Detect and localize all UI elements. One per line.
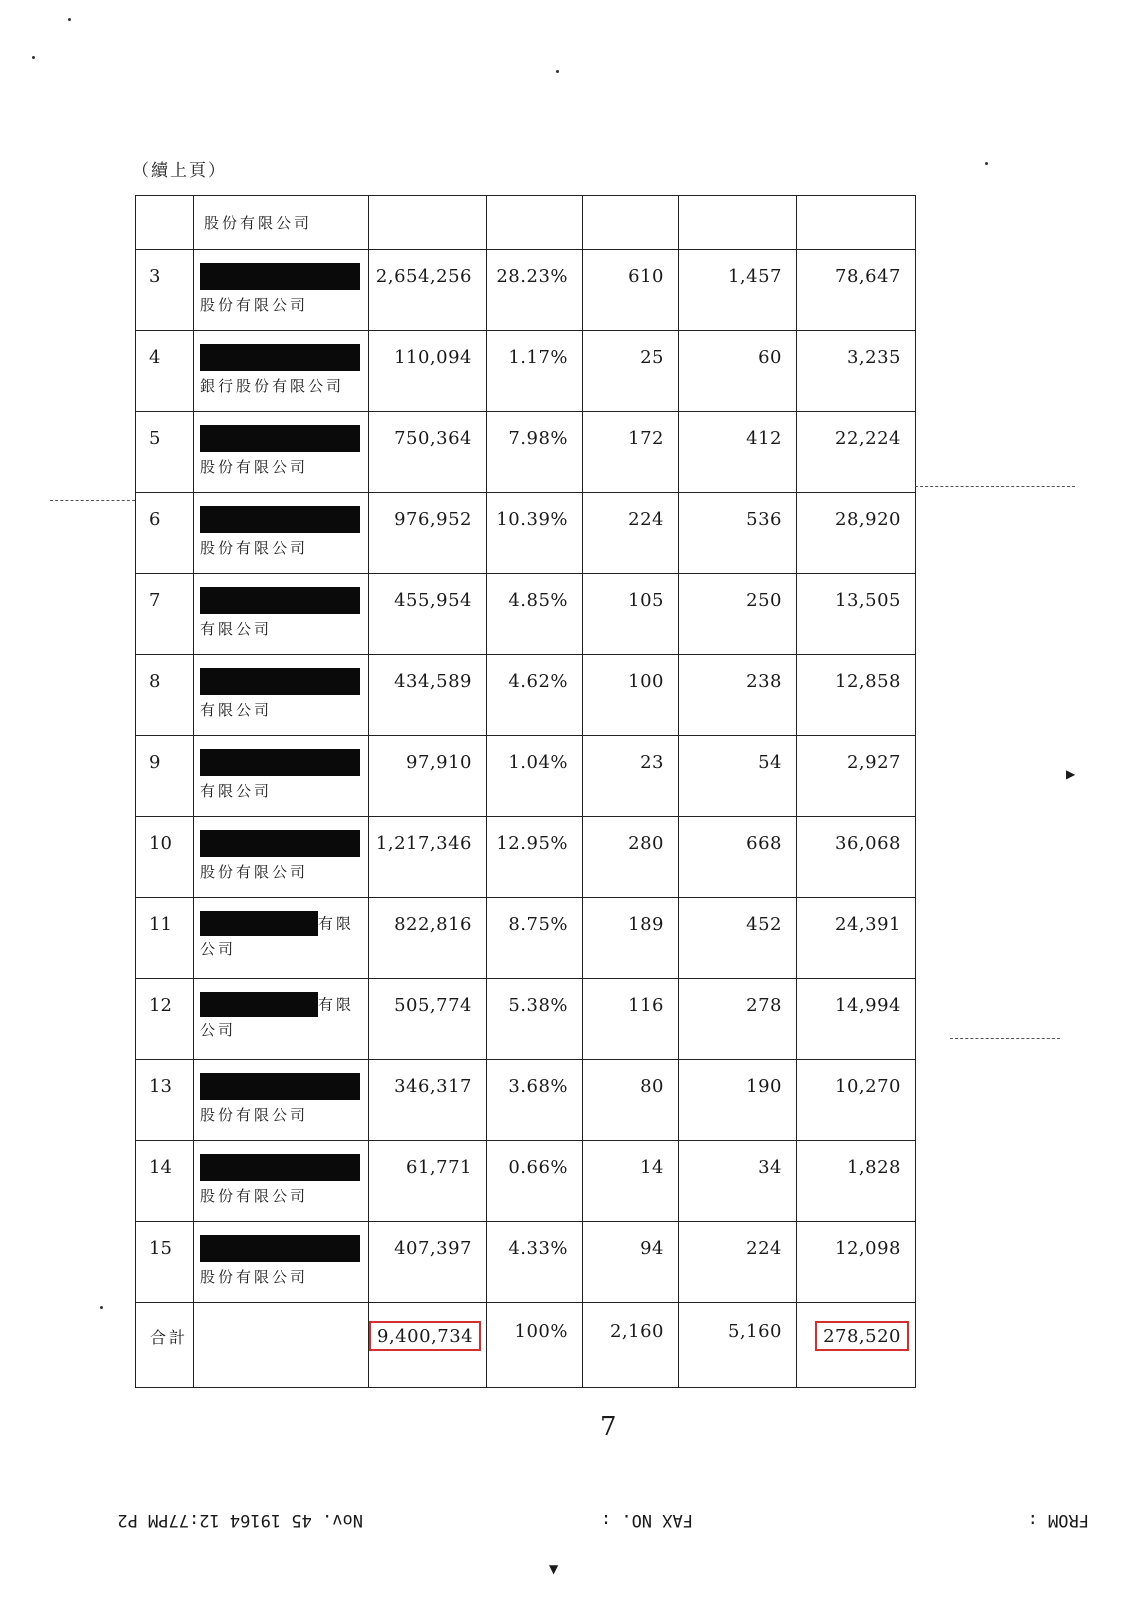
cell-a [583, 898, 679, 979]
company-suffix: 股份有限公司 [200, 458, 309, 476]
row-number: 7 [149, 590, 161, 611]
cell-b [679, 331, 797, 412]
fax-noise-line [950, 1038, 1060, 1039]
cell-b [679, 817, 797, 898]
column-b-value: 1,457 [727, 266, 782, 287]
column-b-value: 60 [758, 347, 782, 368]
cell-pct [487, 817, 583, 898]
cell-a [583, 736, 679, 817]
company-name [194, 898, 368, 959]
percentage-value: 4.62% [508, 671, 568, 692]
cell-b [679, 412, 797, 493]
cell-name [194, 655, 369, 736]
cell-shares [369, 574, 487, 655]
redacted-name-block [200, 263, 360, 290]
column-b-value: 34 [758, 1157, 782, 1178]
cell-a [583, 1222, 679, 1303]
company-name [194, 250, 368, 315]
cell-index [136, 1222, 194, 1303]
fax-speck [985, 162, 988, 165]
percentage-value: 1.04% [508, 752, 568, 773]
company-suffix: 公司 [200, 940, 237, 958]
cell-a [583, 250, 679, 331]
column-a-value: 100 [628, 671, 664, 692]
shares-value: 434,589 [394, 671, 472, 692]
total-shares-value: 9,400,734 [369, 1321, 481, 1351]
cell-shares [369, 1060, 487, 1141]
cell-a [583, 1060, 679, 1141]
shares-value: 2,654,256 [375, 266, 472, 287]
company-name [194, 493, 368, 558]
percentage-value: 28.23% [496, 266, 568, 287]
column-a-value: 224 [628, 509, 664, 530]
cell-shares [369, 979, 487, 1060]
cell-pct [487, 1060, 583, 1141]
shares-value: 61,771 [406, 1157, 472, 1178]
cell-pct [487, 1222, 583, 1303]
row-number: 12 [149, 995, 172, 1016]
cell-name [194, 898, 369, 979]
table-row [136, 817, 916, 898]
cell-name [194, 574, 369, 655]
cell-c [797, 736, 916, 817]
cell-c [797, 493, 916, 574]
cell-index [136, 196, 194, 250]
cell-a [583, 655, 679, 736]
company-suffix: 有限公司 [200, 620, 273, 638]
cell-pct [487, 331, 583, 412]
cell-pct [487, 736, 583, 817]
cell-name [194, 331, 369, 412]
table-row [136, 979, 916, 1060]
column-a-value: 189 [628, 914, 664, 935]
cell-name [194, 196, 369, 250]
cell-c [797, 979, 916, 1060]
continued-heading: （續上頁） [132, 161, 227, 181]
cell-index [136, 250, 194, 331]
column-a-value: 94 [640, 1238, 664, 1259]
cell-a [583, 574, 679, 655]
shares-value: 505,774 [394, 995, 472, 1016]
cell-index [136, 574, 194, 655]
cell-b [679, 655, 797, 736]
column-a-value: 116 [628, 995, 664, 1016]
table-row [136, 493, 916, 574]
cell-pct [487, 1141, 583, 1222]
fax-noise-line [50, 500, 135, 501]
row-number: 9 [149, 752, 161, 773]
cell-b [679, 1222, 797, 1303]
company-suffix: 有限公司 [200, 782, 273, 800]
cell-a [583, 817, 679, 898]
shareholder-table [135, 195, 916, 1388]
shares-value: 407,397 [394, 1238, 472, 1259]
column-c-value: 22,224 [835, 428, 901, 449]
cell-index [136, 331, 194, 412]
company-name [194, 1141, 368, 1206]
fax-from: FROM : [1027, 1510, 1089, 1530]
cell-c [797, 331, 916, 412]
table-row [136, 655, 916, 736]
company-suffix: 有限 [318, 995, 355, 1014]
column-a-value: 25 [640, 347, 664, 368]
redacted-name-block [200, 425, 360, 452]
cell-total-pct [487, 1303, 583, 1388]
row-number: 13 [149, 1076, 172, 1097]
cell-b [679, 979, 797, 1060]
row-number: 11 [149, 914, 172, 935]
cell-a [583, 1141, 679, 1222]
column-b-value: 224 [746, 1238, 782, 1259]
company-suffix: 股份有限公司 [200, 539, 309, 557]
cell-c [797, 1141, 916, 1222]
row-number: 14 [149, 1157, 172, 1178]
company-name [194, 817, 368, 882]
cell-c [797, 655, 916, 736]
shares-value: 346,317 [394, 1076, 472, 1097]
table-row [136, 1141, 916, 1222]
cell-c [797, 250, 916, 331]
cell-index [136, 1060, 194, 1141]
column-c-value: 14,994 [835, 995, 901, 1016]
company-suffix: 股份有限公司 [200, 863, 309, 881]
cell-name [194, 1303, 369, 1388]
cell-total-shares [369, 1303, 487, 1388]
column-c-value: 36,068 [835, 833, 901, 854]
fax-speck [32, 56, 35, 59]
cell-total-c [797, 1303, 916, 1388]
shares-value: 750,364 [394, 428, 472, 449]
cell-c [797, 1222, 916, 1303]
column-b-value: 412 [746, 428, 782, 449]
company-suffix: 銀行股份有限公司 [200, 377, 345, 395]
redacted-name-block [200, 749, 360, 776]
row-number: 15 [149, 1238, 172, 1259]
shares-value: 1,217,346 [375, 833, 472, 854]
company-suffix: 股份有限公司 [204, 214, 313, 232]
column-b-value: 190 [746, 1076, 782, 1097]
shares-value: 97,910 [406, 752, 472, 773]
cell-c [797, 898, 916, 979]
cell-index [136, 412, 194, 493]
column-b-value: 536 [746, 509, 782, 530]
cell-shares [369, 736, 487, 817]
column-a-value: 172 [628, 428, 664, 449]
column-b-value: 668 [746, 833, 782, 854]
percentage-value: 1.17% [508, 347, 568, 368]
cell-index [136, 817, 194, 898]
total-percentage-value: 100% [514, 1321, 568, 1342]
total-column-c-value: 278,520 [815, 1321, 909, 1351]
percentage-value: 4.85% [508, 590, 568, 611]
cell-index [136, 979, 194, 1060]
column-c-value: 12,858 [835, 671, 901, 692]
company-suffix: 股份有限公司 [200, 1268, 309, 1286]
company-suffix: 股份有限公司 [200, 1187, 309, 1205]
column-c-value: 1,828 [846, 1157, 901, 1178]
cell-index [136, 1141, 194, 1222]
fax-speck [556, 70, 559, 73]
cell-name [194, 1222, 369, 1303]
column-b-value: 250 [746, 590, 782, 611]
company-suffix: 股份有限公司 [200, 1106, 309, 1124]
cell-shares [369, 655, 487, 736]
cell-b [679, 493, 797, 574]
redacted-name-block [200, 911, 318, 936]
redacted-name-block [200, 506, 360, 533]
column-c-value: 28,920 [835, 509, 901, 530]
column-c-value: 10,270 [835, 1076, 901, 1097]
company-suffix: 公司 [200, 1021, 237, 1039]
redacted-name-block [200, 1073, 360, 1100]
company-suffix: 股份有限公司 [200, 296, 309, 314]
cell-a [583, 331, 679, 412]
total-row [136, 1303, 916, 1388]
cell-pct [487, 412, 583, 493]
cell-c [797, 817, 916, 898]
fax-header [0, 1502, 1133, 1536]
cell-b [679, 1141, 797, 1222]
cell-pct [487, 493, 583, 574]
redacted-name-block [200, 992, 318, 1017]
page-number: 7 [600, 1412, 617, 1442]
company-suffix: 有限公司 [200, 701, 273, 719]
column-b-value: 54 [758, 752, 782, 773]
total-column-b-value: 5,160 [727, 1321, 782, 1342]
cell-name [194, 412, 369, 493]
redacted-name-block [200, 1235, 360, 1262]
cell-name [194, 817, 369, 898]
triangle-marker-icon: ▼ [549, 1562, 559, 1576]
cell-shares [369, 331, 487, 412]
cell-a [583, 412, 679, 493]
cell-total-label [136, 1303, 194, 1388]
table-row [136, 1222, 916, 1303]
cell-pct [487, 979, 583, 1060]
percentage-value: 4.33% [508, 1238, 568, 1259]
cell-name [194, 250, 369, 331]
redacted-name-block [200, 1154, 360, 1181]
row-number: 8 [149, 671, 161, 692]
cell-c [797, 412, 916, 493]
row-number: 3 [149, 266, 161, 287]
cell-name [194, 1141, 369, 1222]
cell-shares [369, 1222, 487, 1303]
fax-number: FAX NO. : [600, 1510, 693, 1530]
column-a-value: 610 [628, 266, 664, 287]
fax-speck [68, 18, 71, 21]
column-a-value: 105 [628, 590, 664, 611]
fax-date: Nov. 45 19164 12:77PM P2 [117, 1510, 363, 1530]
table-row [136, 412, 916, 493]
cell-name [194, 1060, 369, 1141]
column-c-value: 24,391 [835, 914, 901, 935]
cell-shares [369, 250, 487, 331]
redacted-name-block [200, 668, 360, 695]
row-number: 6 [149, 509, 161, 530]
table-row [136, 574, 916, 655]
company-name [194, 655, 368, 720]
table-row [136, 1060, 916, 1141]
column-a-value: 23 [640, 752, 664, 773]
company-name [194, 412, 368, 477]
company-name [194, 1222, 368, 1287]
column-b-value: 238 [746, 671, 782, 692]
column-b-value: 278 [746, 995, 782, 1016]
cell-b [679, 736, 797, 817]
percentage-value: 12.95% [496, 833, 568, 854]
cell-index [136, 655, 194, 736]
column-a-value: 280 [628, 833, 664, 854]
cell-c [797, 574, 916, 655]
cell-shares [369, 1141, 487, 1222]
percentage-value: 0.66% [508, 1157, 568, 1178]
cell-total-a [583, 1303, 679, 1388]
cell-name [194, 979, 369, 1060]
cell-index [136, 898, 194, 979]
cell-shares [369, 493, 487, 574]
column-c-value: 3,235 [846, 347, 901, 368]
cell-index [136, 493, 194, 574]
row-number: 10 [149, 833, 172, 854]
company-name [194, 574, 368, 639]
cell-b [679, 1060, 797, 1141]
row-number: 5 [149, 428, 161, 449]
shares-value: 822,816 [394, 914, 472, 935]
company-name [194, 736, 368, 801]
cell-pct [487, 655, 583, 736]
cell-b [679, 898, 797, 979]
table-row [136, 898, 916, 979]
fax-noise-line [915, 486, 1075, 487]
shares-value: 976,952 [394, 509, 472, 530]
column-c-value: 12,098 [835, 1238, 901, 1259]
company-name [194, 1060, 368, 1125]
cell-index [136, 736, 194, 817]
cell-b [679, 574, 797, 655]
cell-pct [487, 898, 583, 979]
cell-a [583, 493, 679, 574]
column-b-value: 452 [746, 914, 782, 935]
column-c-value: 2,927 [846, 752, 901, 773]
column-c-value: 13,505 [835, 590, 901, 611]
redacted-name-block [200, 587, 360, 614]
percentage-value: 10.39% [496, 509, 568, 530]
table-row-continued [136, 196, 916, 250]
table-row [136, 331, 916, 412]
column-a-value: 14 [640, 1157, 664, 1178]
redacted-name-block [200, 344, 360, 371]
cell-pct [487, 574, 583, 655]
row-number: 4 [149, 347, 161, 368]
cell-b [679, 250, 797, 331]
table-row [136, 250, 916, 331]
cell-pct [487, 250, 583, 331]
cell-shares [369, 412, 487, 493]
cell-shares [369, 817, 487, 898]
percentage-value: 8.75% [508, 914, 568, 935]
cell-c [797, 1060, 916, 1141]
company-suffix: 有限 [318, 914, 355, 933]
cell-total-b [679, 1303, 797, 1388]
fax-speck [100, 1306, 103, 1309]
total-label: 合計 [150, 1328, 189, 1347]
shares-value: 110,094 [394, 347, 472, 368]
percentage-value: 5.38% [508, 995, 568, 1016]
column-a-value: 80 [640, 1076, 664, 1097]
column-c-value: 78,647 [835, 266, 901, 287]
cell-shares [369, 898, 487, 979]
cell-name [194, 493, 369, 574]
percentage-value: 7.98% [508, 428, 568, 449]
triangle-marker-icon: ▶ [1066, 767, 1076, 781]
cell-name [194, 736, 369, 817]
company-name [194, 979, 368, 1040]
table-row [136, 736, 916, 817]
redacted-name-block [200, 830, 360, 857]
total-column-a-value: 2,160 [609, 1321, 664, 1342]
cell-a [583, 979, 679, 1060]
shares-value: 455,954 [394, 590, 472, 611]
percentage-value: 3.68% [508, 1076, 568, 1097]
company-name [194, 331, 368, 396]
